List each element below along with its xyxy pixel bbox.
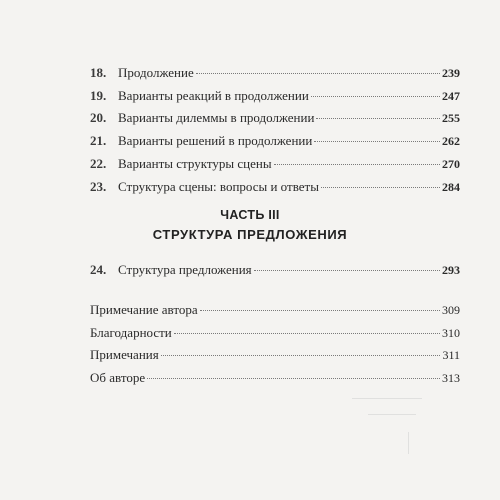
- toc-entry-20: [0, 107, 500, 129]
- dot-leader: [274, 164, 440, 165]
- dot-leader: [311, 96, 440, 97]
- page-number: 262: [442, 134, 460, 148]
- dot-leader: [174, 333, 440, 334]
- chapter-title: Варианты решений в продолжении: [118, 133, 313, 148]
- page-number: 293: [442, 263, 460, 277]
- page-number: 311: [442, 348, 460, 362]
- dot-leader: [321, 187, 440, 188]
- part-title: СТРУКТУРА ПРЕДЛОЖЕНИЯ: [152, 227, 348, 242]
- toc-entry-about-author: [0, 367, 500, 389]
- chapter-number: 22.: [90, 156, 107, 171]
- part-label: ЧАСТЬ III: [220, 208, 280, 222]
- chapter-title: Структура сцены: вопросы и ответы: [118, 179, 319, 194]
- chapter-number: 24.: [90, 262, 107, 277]
- chapter-number: 23.: [90, 179, 107, 194]
- entry-title: Благодарности: [90, 325, 172, 340]
- toc-entry-22: [0, 153, 500, 175]
- dot-leader: [314, 141, 440, 142]
- dot-leader: [254, 270, 440, 271]
- toc-entry-18: [0, 62, 500, 84]
- page-number: 239: [442, 66, 460, 80]
- entry-title: Примечание автора: [90, 302, 198, 317]
- chapter-title: Варианты структуры сцены: [118, 156, 272, 171]
- dot-leader: [200, 310, 440, 311]
- page-number: 247: [442, 89, 460, 103]
- entry-title: Об авторе: [90, 370, 146, 385]
- page-number: 310: [442, 326, 460, 340]
- toc-entry-acknowledgements: [0, 322, 500, 344]
- page-number: 284: [442, 180, 460, 194]
- dot-leader: [196, 73, 440, 74]
- paper-mark: [408, 432, 409, 454]
- entry-title: Примечания: [90, 347, 159, 362]
- chapter-number: 21.: [90, 133, 107, 148]
- page-number: 255: [442, 111, 460, 125]
- toc-entry-24: [0, 259, 500, 281]
- chapter-title: Продолжение: [118, 65, 194, 80]
- dot-leader: [316, 118, 440, 119]
- page-number: 270: [442, 157, 460, 171]
- chapter-number: 19.: [90, 88, 107, 103]
- chapter-title: Структура предложения: [118, 262, 252, 277]
- dot-leader: [161, 355, 441, 356]
- paper-mark: [368, 414, 416, 415]
- chapter-title: Варианты реакций в продолжении: [118, 88, 309, 103]
- dot-leader: [147, 378, 440, 379]
- chapter-title: Варианты дилеммы в продолжении: [118, 110, 315, 125]
- chapter-number: 18.: [90, 65, 107, 80]
- page-number: 313: [442, 371, 460, 385]
- toc-entry-notes: [0, 344, 500, 366]
- toc-entry-23: [0, 176, 500, 198]
- page-number: 309: [442, 303, 460, 317]
- paper-mark: [352, 398, 422, 399]
- chapter-number: 20.: [90, 110, 107, 125]
- toc-entry-21: [0, 130, 500, 152]
- toc-entry-author-note: [0, 299, 500, 321]
- toc-entry-19: [0, 85, 500, 107]
